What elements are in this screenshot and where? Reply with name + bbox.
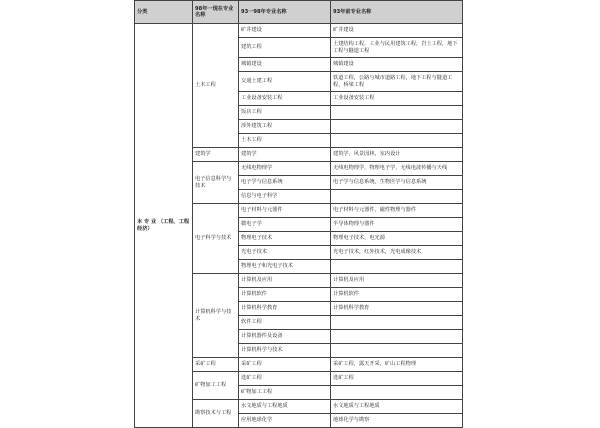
major-pre93-cell: 光电子技术，红外技术，光电成像技术 (331, 246, 463, 260)
major-pre93-cell: 计算机软件 (331, 288, 463, 302)
major-pre93-cell: 水文地质与工程地质 (331, 400, 463, 414)
major-pre93-cell: 电子学与信息系统，生物医学与信息系统 (331, 176, 463, 190)
major-93-98-cell: 涉外建筑工程 (239, 120, 331, 134)
header-current-name: 98年一现在专业名称 (193, 1, 239, 24)
header-pre93-name: 93年前专业名称 (331, 1, 463, 24)
header-category: 分类 (135, 1, 193, 24)
header-93-98-name: 93一98年专业名称 (239, 1, 331, 24)
major-pre93-cell (331, 106, 463, 120)
major-93-98-cell: 电子学与信息系统 (239, 176, 331, 190)
major-pre93-cell (331, 190, 463, 204)
major-pre93-cell: 城镇建设 (331, 58, 463, 72)
major-pre93-cell: 计算机及应用 (331, 274, 463, 288)
major-pre93-cell: 计算机科学教育 (331, 302, 463, 316)
major-93-98-cell: 电子材料与元器件 (239, 204, 331, 218)
table-row (135, 24, 463, 38)
major-pre93-cell: 无线电物理学，物理电子学，无线电波传播与天线 (331, 162, 463, 176)
major-93-98-cell: 软件工程 (239, 316, 331, 330)
major-93-98-cell: 光电子技术 (239, 246, 331, 260)
major-93-98-cell: 计算机科学与技术 (239, 344, 331, 358)
major-pre93-cell (331, 386, 463, 400)
major-93-98-cell: 饭店工程 (239, 106, 331, 120)
current-major-cell: 电子信息科学与技术 (193, 162, 239, 204)
major-93-98-cell: 物理电子技术 (239, 232, 331, 246)
major-93-98-cell: 水文地质与工程地质 (239, 400, 331, 414)
current-major-cell: 电子科学与技术 (193, 204, 239, 274)
major-pre93-cell: 工业设备安装工程 (331, 92, 463, 106)
major-93-98-cell: 微电子学 (239, 218, 331, 232)
major-93-98-cell: 无线电物理学 (239, 162, 331, 176)
major-93-98-cell: 计算机及应用 (239, 274, 331, 288)
current-major-cell: 矿物加工工程 (193, 372, 239, 400)
major-pre93-cell (331, 330, 463, 344)
major-pre93-cell: 地球化学与勘察 (331, 414, 463, 428)
current-major-cell: 土木工程 (193, 24, 239, 148)
major-93-98-cell: 信息与电子科学 (239, 190, 331, 204)
major-93-98-cell: 矿井建设 (239, 24, 331, 38)
header-row (135, 1, 463, 24)
major-pre93-cell (331, 260, 463, 274)
major-93-98-cell: 应用地球化学 (239, 414, 331, 428)
current-major-cell: 勘察技术与工程 (193, 400, 239, 428)
major-93-98-cell: 物理电子和光电子技术 (239, 260, 331, 274)
major-pre93-cell (331, 120, 463, 134)
major-comparison-sheet (134, 0, 462, 424)
major-pre93-cell: 建筑学，风景园林，室内设计 (331, 148, 463, 162)
major-93-98-cell: 矿物加工工程 (239, 386, 331, 400)
major-pre93-cell (331, 344, 463, 358)
major-93-98-cell: 计算机软件 (239, 288, 331, 302)
major-93-98-cell: 建筑工程 (239, 38, 331, 58)
table-body (135, 24, 463, 428)
major-pre93-cell: 半导体物理与器件 (331, 218, 463, 232)
major-pre93-cell: 采矿工程，露天开采，矿山工程物理 (331, 358, 463, 372)
major-93-98-cell: 建筑学 (239, 148, 331, 162)
major-pre93-cell: 电子材料与元器件，磁性物理与器件 (331, 204, 463, 218)
major-pre93-cell: 土建结构工程，工业与民用建筑工程，岩土工程，地下工程与隧道工程 (331, 38, 463, 58)
major-pre93-cell (331, 134, 463, 148)
major-pre93-cell: 铁道工程，公路与城市道路工程，地下工程与隧道工程，桥梁工程 (331, 72, 463, 92)
major-93-98-cell: 选矿工程 (239, 372, 331, 386)
current-major-cell: 计算机科学与技术 (193, 274, 239, 358)
major-pre93-cell: 选矿工程 (331, 372, 463, 386)
current-major-cell: 建筑学 (193, 148, 239, 162)
major-pre93-cell: 矿井建设 (331, 24, 463, 38)
major-93-98-cell: 计算机科学教育 (239, 302, 331, 316)
major-93-98-cell: 采矿工程 (239, 358, 331, 372)
category-cell: 本 专 业 （工程、工程经济） (135, 24, 193, 428)
current-major-cell: 采矿工程 (193, 358, 239, 372)
major-93-98-cell: 工业设备安装工程 (239, 92, 331, 106)
major-93-98-cell: 土木工程 (239, 134, 331, 148)
major-pre93-cell: 物理电子技术，电光源 (331, 232, 463, 246)
major-comparison-table (134, 0, 463, 428)
major-93-98-cell: 交通土建工程 (239, 72, 331, 92)
major-93-98-cell: 城镇建设 (239, 58, 331, 72)
major-93-98-cell: 计算机器件及设备 (239, 330, 331, 344)
major-pre93-cell (331, 316, 463, 330)
